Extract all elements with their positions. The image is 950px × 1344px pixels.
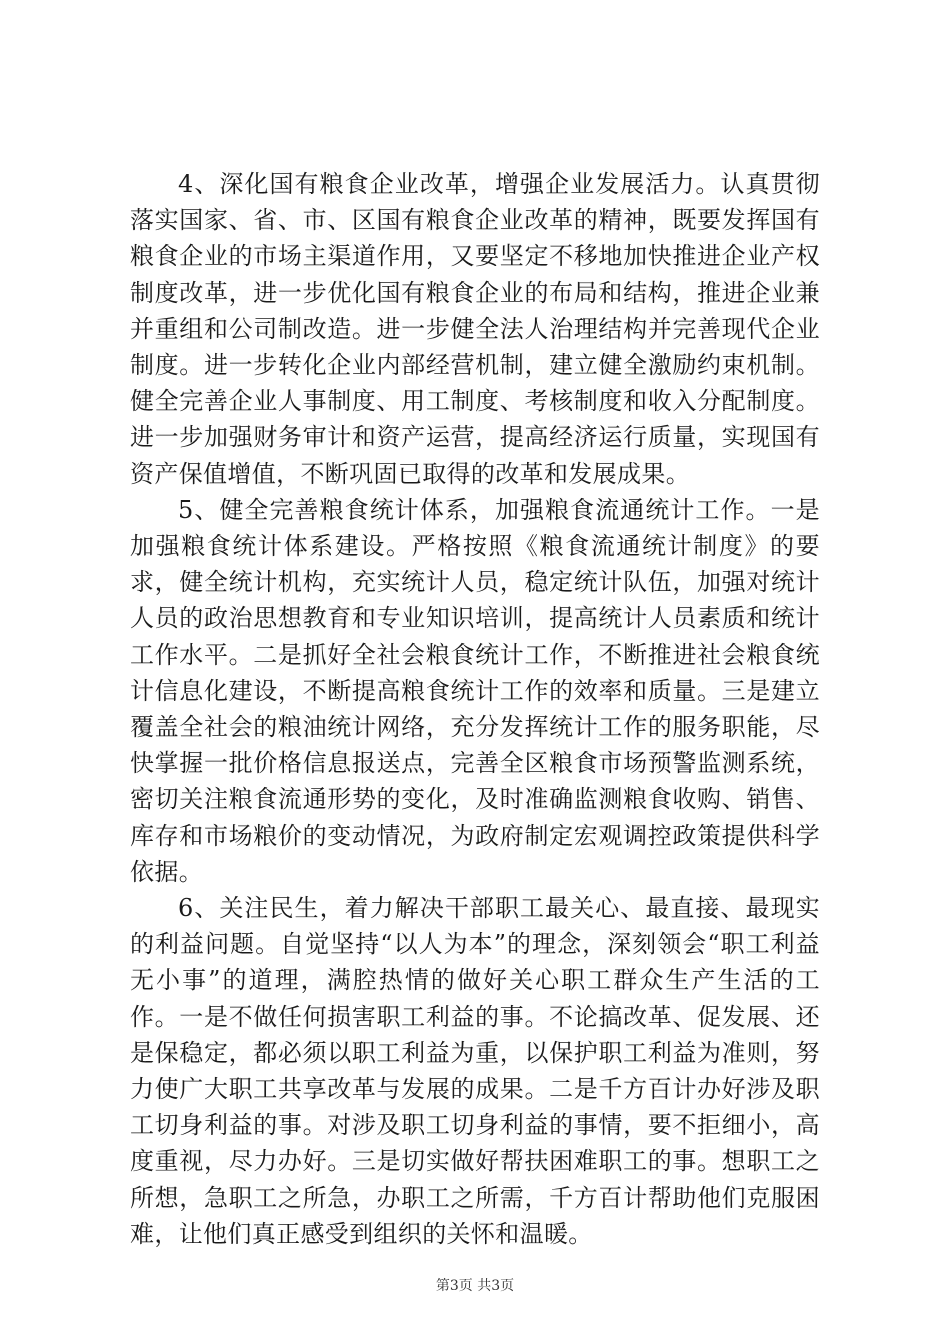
paragraph-6-livelihood: 6、关注民生，着力解决干部职工最关心、最直接、最现实的利益问题。自觉坚持“以人为本”的理念，深刻领会“职工利益无小事”的道理，满腔热情的做好关心职工群众生产生活的工作。一是不做任何损害职工利益的事。不论搞改革、促发展、还是保稳定，都必须以职工利益为重，以保护职工利益为准则，努力使广大职工共享改革与发展的成果。二是千方百计办好涉及职工切身利益的事。对涉及职工切身利益的事情，要不拒细小，高度重视，尽力办好。三是切实做好帮扶困难职工的事。想职工之所想，急职工之所急，办职工之所需，千方百计帮助他们克服困难，让他们真正感受到组织的关怀和温暖。 — [130, 894, 820, 1248]
paragraph-4-reform: 4、深化国有粮食企业改革，增强企业发展活力。认真贯彻落实国家、省、市、区国有粮食企业改革的精神，既要发挥国有粮食企业的市场主渠道作用，又要坚定不移地加快推进企业产权制度改革，进一步优化国有粮食企业的布局和结构，推进企业兼并重组和公司制改造。进一步健全法人治理结构并完善现代企业制度。进一步转化企业内部经营机制，建立健全激励约束机制。健全完善企业人事制度、用工制度、考核制度和收入分配制度。进一步加强财务审计和资产运营，提高经济运行质量，实现国有资产保值增值，不断巩固已取得的改革和发展成果。 — [130, 170, 820, 488]
page-number-footer: 第3页 共3页 — [435, 1278, 515, 1294]
document-body — [130, 166, 820, 1252]
paragraph-5-statistics: 5、健全完善粮食统计体系，加强粮食流通统计工作。一是加强粮食统计体系建设。严格按照《粮食流通统计制度》的要求，健全统计机构，充实统计人员，稳定统计队伍，加强对统计人员的政治思想教育和专业知识培训，提高统计人员素质和统计工作水平。二是抓好全社会粮食统计工作，不断推进社会粮食统计信息化建设，不断提高粮食统计工作的效率和质量。三是建立覆盖全社会的粮油统计网络，充分发挥统计工作的服务职能，尽快掌握一批价格信息报送点，完善全区粮食市场预警监测系统，密切关注粮食流通形势的变化，及时准确监测粮食收购、销售、库存和市场粮价的变动情况，为政府制定宏观调控政策提供科学依据。 — [130, 495, 820, 886]
